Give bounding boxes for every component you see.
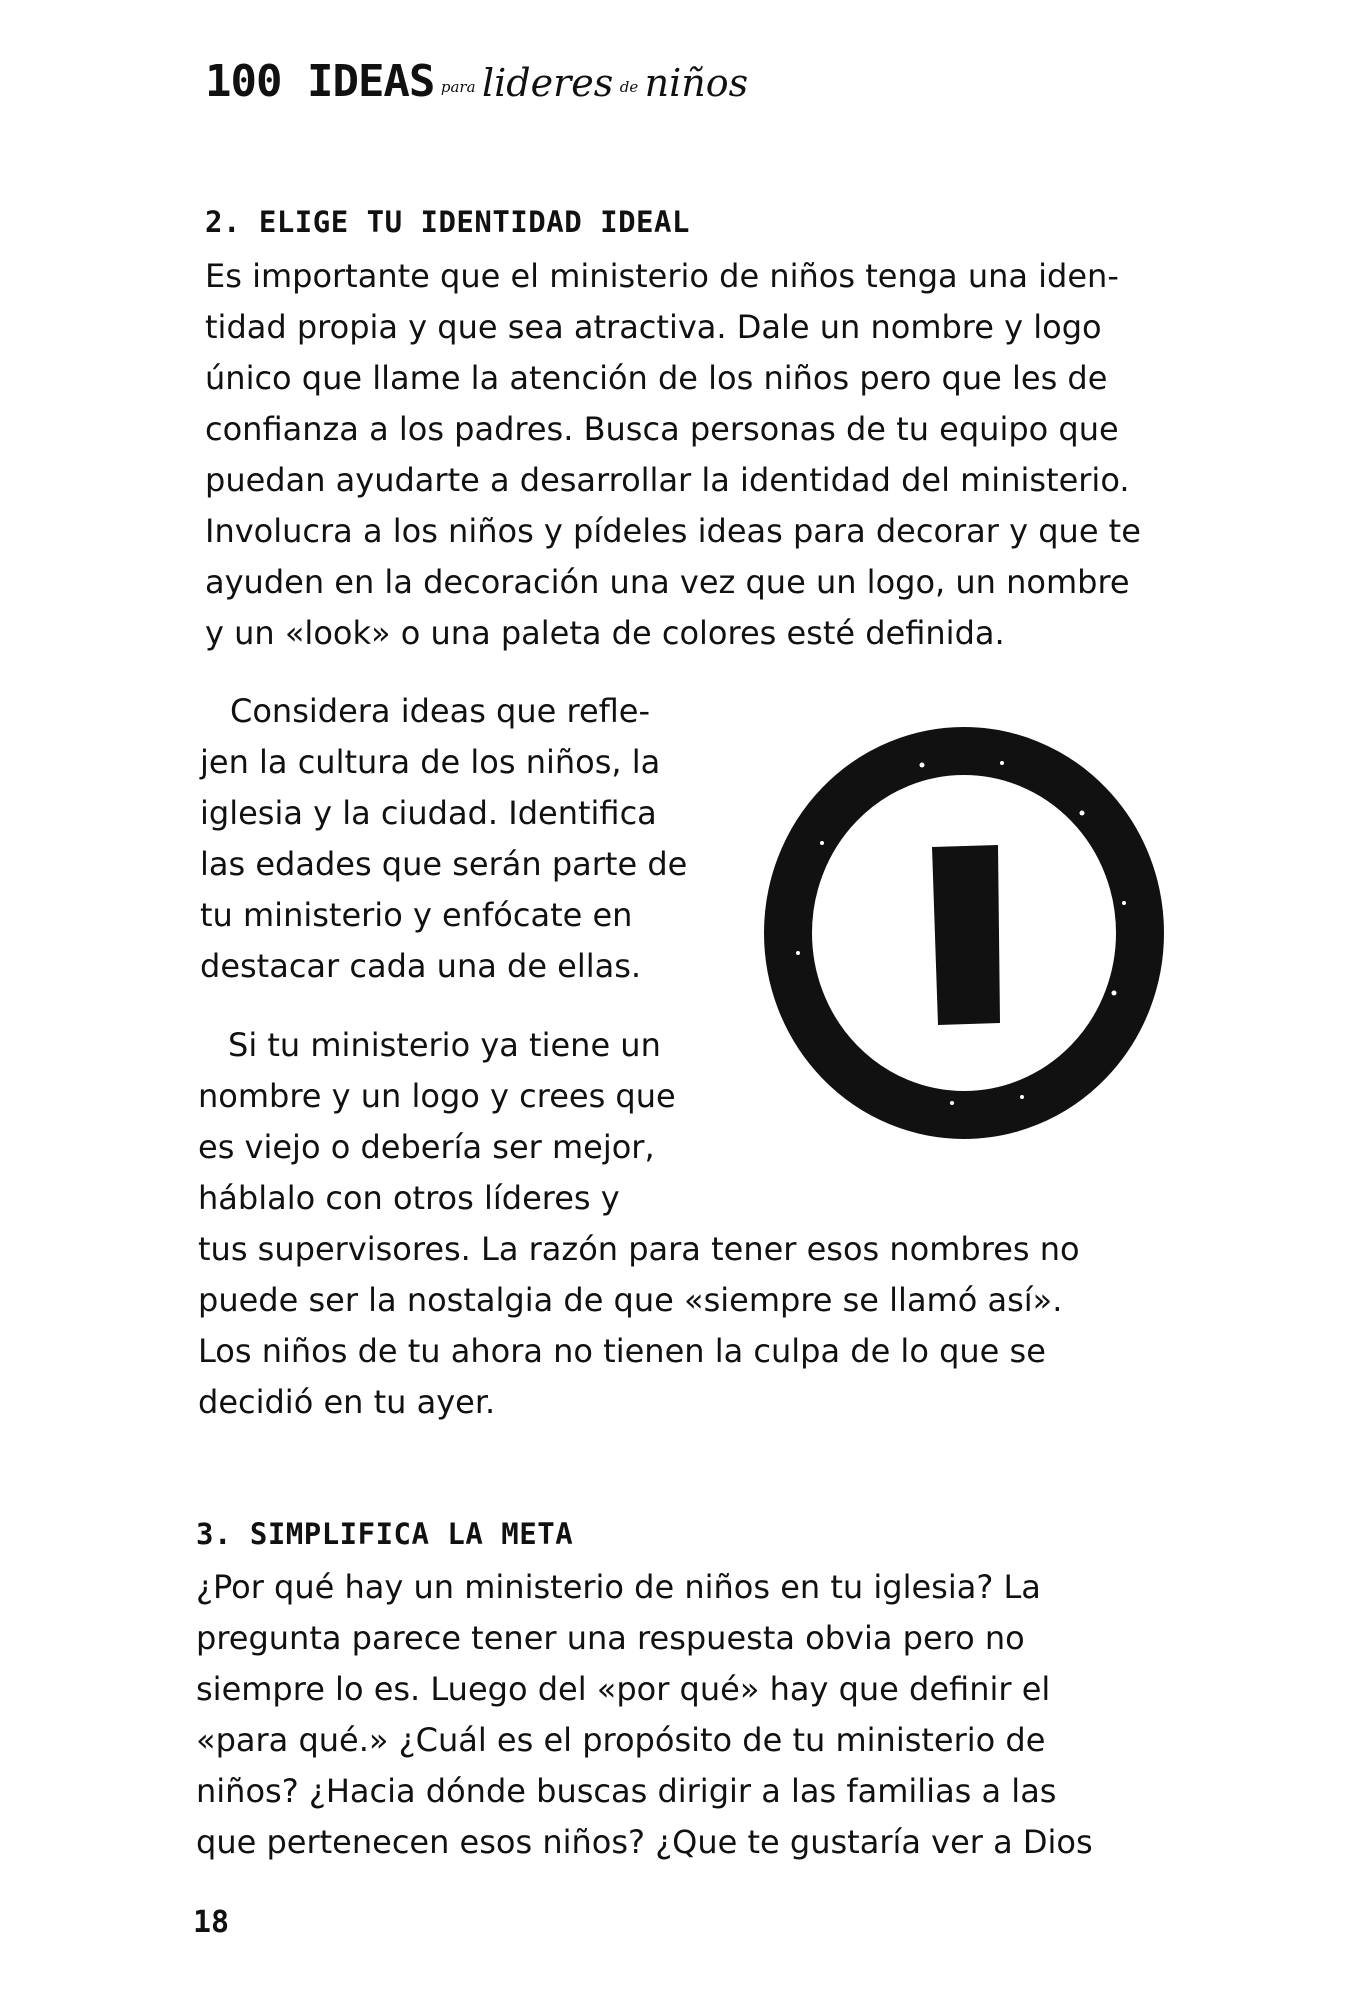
section-3-paragraph-1: [196, 1562, 1093, 1868]
text-line: tu ministerio y enfócate en: [200, 896, 633, 934]
book-title-script: lideres: [482, 61, 614, 105]
text-line: y un «look» o una paleta de colores esté definida.: [205, 614, 1005, 652]
text-line: háblalo con otros líderes y: [198, 1179, 620, 1217]
text-line: único que llame la atención de los niños pero que les de: [205, 359, 1108, 397]
text-line: Los niños de tu ahora no tienen la culpa de lo que se: [198, 1332, 1046, 1370]
text-line: ¿Por qué hay un ministerio de niños en tu iglesia? La: [196, 1568, 1041, 1606]
section-2-paragraph-2: [200, 686, 687, 992]
text-line: las edades que serán parte de: [200, 845, 688, 883]
text-line: nombre y un logo y crees que: [198, 1077, 676, 1115]
text-line: tidad propia y que sea atractiva. Dale un nombre y logo: [205, 308, 1102, 346]
text-line: Involucra a los niños y pídeles ideas para decorar y que te: [205, 512, 1141, 550]
letter-i-bar: [932, 845, 1000, 1025]
text-line: Si tu ministerio ya tiene un: [228, 1026, 661, 1064]
text-line: pregunta parece tener una respuesta obvia pero no: [196, 1619, 1025, 1657]
text-line: ayuden en la decoración una vez que un logo, un nombre: [205, 563, 1130, 601]
running-head: [205, 56, 749, 107]
text-line: Considera ideas que refle-: [230, 692, 651, 730]
section-3-heading: 3. SIMPLIFICA LA META: [196, 1517, 574, 1551]
text-line: niños? ¿Hacia dónde buscas dirigir a las familias a las: [196, 1772, 1057, 1810]
book-title-connector-2: de: [619, 78, 639, 96]
text-line: «para qué.» ¿Cuál es el propósito de tu ministerio de: [196, 1721, 1046, 1759]
text-line: jen la cultura de los niños, la: [200, 743, 661, 781]
text-line: tus supervisores. La razón para tener esos nombres no: [198, 1230, 1080, 1268]
text-line: siempre lo es. Luego del «por qué» hay que definir el: [196, 1670, 1051, 1708]
section-2-paragraph-1: [205, 251, 1141, 659]
text-line: es viejo o debería ser mejor,: [198, 1128, 655, 1166]
section-2-heading: 2. ELIGE TU IDENTIDAD IDEAL: [205, 205, 690, 239]
text-line: decidió en tu ayer.: [198, 1383, 496, 1421]
text-line: que pertenecen esos niños? ¿Que te gustaría ver a Dios: [196, 1823, 1093, 1861]
text-line: Es importante que el ministerio de niños tenga una iden-: [205, 257, 1119, 295]
text-line: puedan ayudarte a desarrollar la identidad del ministerio.: [205, 461, 1130, 499]
circled-i-icon: [752, 723, 1172, 1143]
text-line: puede ser la nostalgia de que «siempre se llamó así».: [198, 1281, 1063, 1319]
book-title-script-2: niños: [644, 61, 749, 105]
book-title-connector: para: [440, 78, 476, 96]
page-number: 18: [193, 1905, 230, 1940]
text-line: destacar cada una de ellas.: [200, 947, 642, 985]
book-title-number: 100 IDEAS: [205, 56, 435, 107]
text-line: confianza a los padres. Busca personas de tu equipo que: [205, 410, 1119, 448]
text-line: iglesia y la ciudad. Identifica: [200, 794, 657, 832]
